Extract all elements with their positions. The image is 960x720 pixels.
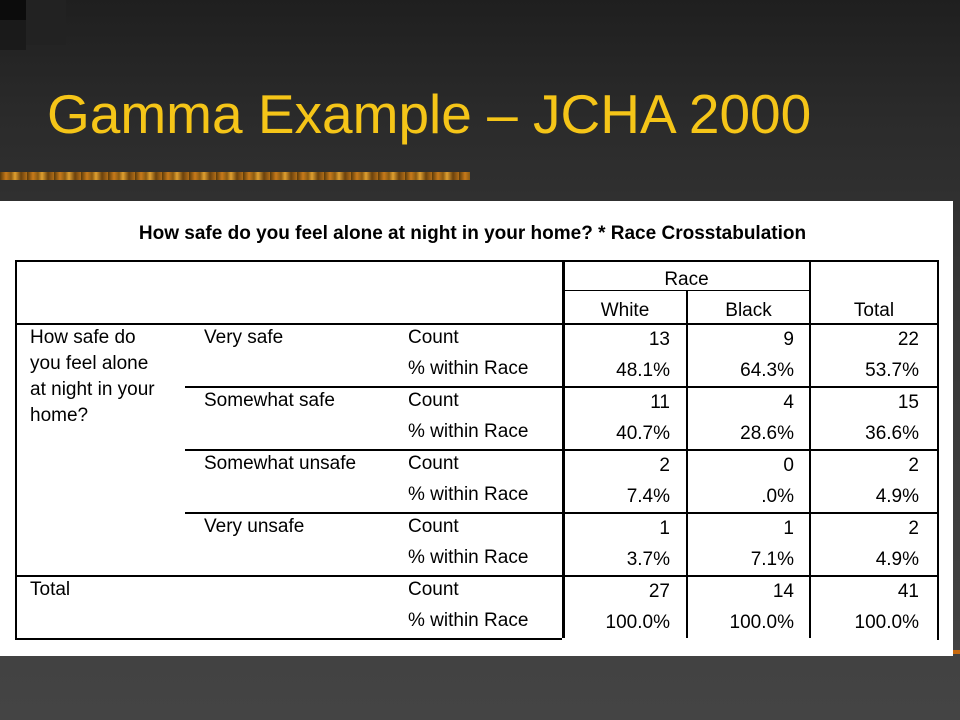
slide-title: Gamma Example – JCHA 2000 — [47, 83, 812, 145]
crosstab-table — [0, 201, 953, 656]
count-cell: 11 — [650, 392, 670, 413]
race-header: Race — [664, 269, 709, 290]
table-border-left — [15, 260, 17, 640]
count-cell: 2 — [908, 518, 919, 539]
table-border-top — [15, 260, 939, 262]
pct-cell: 7.1% — [750, 549, 794, 570]
crosstab-panel — [0, 201, 953, 656]
count-cell: 1 — [659, 518, 670, 539]
count-cell: 2 — [659, 455, 670, 476]
count-cell: 9 — [783, 329, 794, 350]
stat-label-count: Count — [408, 516, 459, 537]
count-cell: 41 — [897, 581, 919, 602]
col-header-white: White — [600, 300, 650, 321]
table-title: How safe do you feel alone at night in your home? * Race Crosstabulation — [138, 223, 807, 244]
pct-cell: 40.7% — [616, 423, 670, 444]
group-separator — [185, 386, 939, 388]
group-label: Very unsafe — [204, 516, 305, 537]
stat-label-pct: % within Race — [408, 610, 529, 631]
count-cell: 0 — [783, 455, 794, 476]
stat-label-count: Count — [408, 579, 459, 600]
pct-cell: 48.1% — [616, 360, 670, 381]
pct-cell: 36.6% — [865, 423, 919, 444]
group-label: Somewhat unsafe — [204, 453, 357, 474]
pct-cell: 7.4% — [626, 486, 670, 507]
pct-cell: 3.7% — [626, 549, 670, 570]
row-variable-label-line: at night in your — [30, 379, 155, 400]
count-cell: 2 — [908, 455, 919, 476]
pct-cell: 100.0% — [605, 612, 670, 633]
pct-cell: 53.7% — [865, 360, 919, 381]
group-separator — [185, 449, 939, 451]
pct-cell: 28.6% — [740, 423, 794, 444]
count-cell: 1 — [783, 518, 794, 539]
stat-label-pct: % within Race — [408, 421, 529, 442]
group-label: Somewhat safe — [204, 390, 335, 411]
stat-label-count: Count — [408, 453, 459, 474]
stat-label-count: Count — [408, 390, 459, 411]
total-separator — [15, 575, 939, 577]
pct-cell: .0% — [761, 486, 794, 507]
header-bottom-line — [15, 323, 939, 325]
count-cell: 15 — [897, 392, 919, 413]
col-header-total: Total — [853, 300, 895, 321]
count-cell: 4 — [783, 392, 794, 413]
count-cell: 27 — [648, 581, 670, 602]
total-row-label: Total — [30, 579, 71, 600]
count-cell: 14 — [772, 581, 794, 602]
count-cell: 13 — [648, 329, 670, 350]
pct-cell: 100.0% — [729, 612, 794, 633]
count-cell: 22 — [897, 329, 919, 350]
group-separator — [185, 512, 939, 514]
pct-cell: 64.3% — [740, 360, 794, 381]
stat-label-pct: % within Race — [408, 484, 529, 505]
pct-cell: 100.0% — [854, 612, 919, 633]
row-variable-label-line: home? — [30, 405, 89, 426]
stat-label-count: Count — [408, 327, 459, 348]
stat-label-pct: % within Race — [408, 358, 529, 379]
pct-cell: 4.9% — [875, 486, 919, 507]
stat-label-pct: % within Race — [408, 547, 529, 568]
pct-cell: 4.9% — [875, 549, 919, 570]
col-header-black: Black — [725, 300, 772, 321]
decorative-stripe — [0, 172, 470, 180]
group-label: Very safe — [204, 327, 284, 348]
table-border-bottom — [15, 638, 562, 640]
row-variable-label-line: you feel alone — [30, 353, 149, 374]
row-variable-label-line: How safe do — [30, 327, 136, 348]
